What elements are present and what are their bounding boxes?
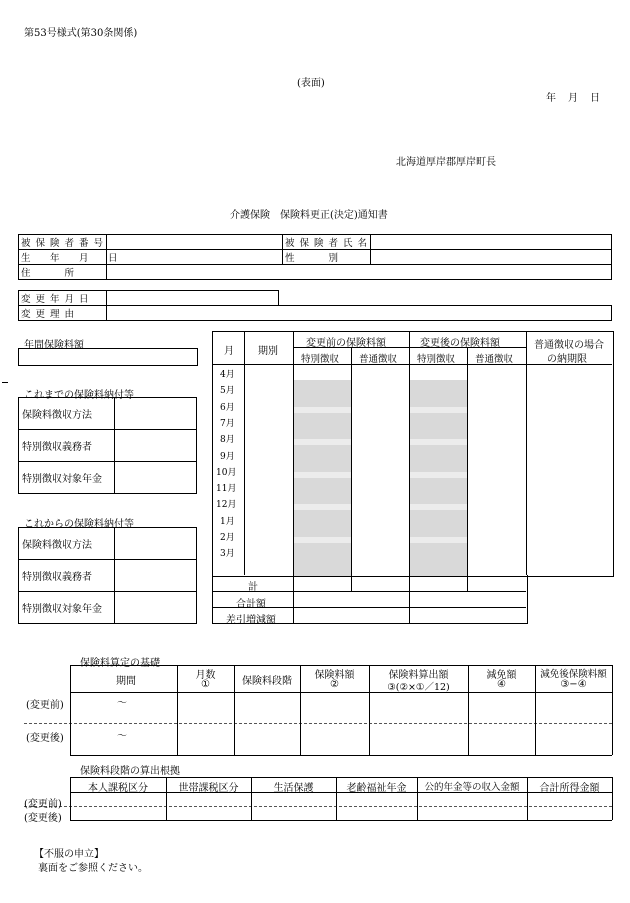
month-label: 10月 xyxy=(216,467,237,478)
objection-label: 【不服の申立】 xyxy=(34,849,104,860)
reduce-col-1: 減免額 xyxy=(486,670,517,681)
month-label: 9月 xyxy=(220,451,235,462)
grid-dash xyxy=(24,723,612,724)
diff-label: 差引増減額 xyxy=(226,615,276,626)
month-label: 7月 xyxy=(220,418,235,429)
insured-number-label: 被保険者番号 xyxy=(19,235,107,250)
future-pension-label xyxy=(18,591,197,624)
future-obligor-text: 特別徴収義務者 xyxy=(22,572,92,583)
reduce-col-2: ④ xyxy=(497,679,506,690)
past-method-label xyxy=(18,397,197,430)
basis-before-row: (変更前) xyxy=(26,700,64,711)
address-field xyxy=(107,265,612,280)
month-label: 3月 xyxy=(220,549,235,560)
change-reason-field xyxy=(107,306,612,321)
change-info-table xyxy=(18,290,612,321)
stage-col: 保険料段階 xyxy=(242,676,292,687)
month-label: 4月 xyxy=(220,370,235,380)
grounds-col-0: 本人課税区分 xyxy=(88,783,148,794)
grid-line xyxy=(351,347,352,591)
future-obligor-label xyxy=(18,559,197,592)
grid-line xyxy=(244,331,245,575)
future-method-label xyxy=(18,527,197,560)
past-obligor-label xyxy=(18,429,197,462)
grid-line xyxy=(293,331,294,623)
grid-line xyxy=(70,820,612,821)
issuer: 北海道厚岸郡厚岸町長 xyxy=(396,157,496,168)
sum-label: 合計額 xyxy=(236,599,266,610)
before-special-header: 特別徴収 xyxy=(301,354,340,365)
grounds-col-3: 老齢福祉年金 xyxy=(346,783,407,794)
past-payment-title: これまでの保険料納付等 xyxy=(24,390,134,401)
schedule-frame xyxy=(212,331,614,577)
month-label: 11月 xyxy=(216,484,237,495)
month-label: 2月 xyxy=(220,533,235,543)
past-pension-text: 特別徴収対象年金 xyxy=(22,474,102,485)
basis-after-tilde: 〜 xyxy=(117,731,127,742)
deadline-header-1: 普通徴収の場合 xyxy=(534,340,604,351)
deadline-header-2: の納期限 xyxy=(547,354,587,365)
grounds-after-row: (変更後) xyxy=(24,813,62,824)
month-label: 12月 xyxy=(216,500,237,511)
months-col-1: 月数 xyxy=(195,670,216,681)
grounds-title: 保険料段階の算出根拠 xyxy=(80,766,180,777)
calc-col-2: ③(②×①／12) xyxy=(387,682,450,693)
after-col-2: ③−④ xyxy=(560,679,587,690)
total-label: 計 xyxy=(248,582,258,593)
rate-col-1: 保険料額 xyxy=(314,670,355,681)
grid-line xyxy=(70,665,71,755)
insured-info-table xyxy=(18,234,612,280)
address-label: 住 所 xyxy=(19,265,107,280)
after-col-1: 減免後保険料額 xyxy=(540,669,607,680)
future-divider xyxy=(114,527,115,624)
before-header: 変更前の保険料額 xyxy=(306,338,386,349)
past-divider xyxy=(114,397,115,494)
grid-line xyxy=(612,777,613,820)
basis-after-row: (変更後) xyxy=(26,733,64,744)
birth-date-field xyxy=(107,250,283,265)
future-method-text: 保険料徴収方法 xyxy=(22,540,92,551)
sex-label: 性 別 xyxy=(283,250,371,265)
grid-line xyxy=(409,331,410,623)
future-pension-text: 特別徴収対象年金 xyxy=(22,604,102,615)
month-header: 月 xyxy=(224,346,234,357)
insured-name-field xyxy=(371,235,612,250)
grid-line xyxy=(526,331,527,575)
period-header: 期別 xyxy=(258,346,278,357)
change-date-spacer xyxy=(279,291,612,306)
basis-before-tilde: 〜 xyxy=(117,698,127,709)
after-special-header: 特別徴収 xyxy=(417,354,456,365)
before-normal-header: 普通徴収 xyxy=(359,354,398,365)
grid-line xyxy=(467,347,468,591)
issue-date: 年 月 日 xyxy=(546,93,601,104)
grid-line xyxy=(70,692,612,693)
side-label: (表面) xyxy=(297,78,325,89)
grounds-col-1: 世帯課税区分 xyxy=(178,783,239,794)
change-date-field xyxy=(107,291,279,306)
past-pension-label xyxy=(18,461,197,494)
future-payment-title: これからの保険料納付等 xyxy=(24,519,134,530)
month-label: 6月 xyxy=(220,402,235,413)
grid-dash xyxy=(24,806,612,807)
calc-col-1: 保険料算出額 xyxy=(388,670,449,681)
annual-premium-label: 年間保険料額 xyxy=(24,340,84,351)
month-label: 1月 xyxy=(220,516,235,527)
grounds-before-row: (変更前) xyxy=(24,799,62,810)
period-col: 期間 xyxy=(116,676,136,687)
side-mark xyxy=(2,382,8,383)
annual-premium-field xyxy=(18,348,198,366)
birth-date-label: 生 年 月 日 xyxy=(19,250,107,265)
after-header: 変更後の保険料額 xyxy=(420,338,500,349)
see-back-note: 裏面をご参照ください。 xyxy=(38,863,148,874)
past-obligor-text: 特別徴収義務者 xyxy=(22,442,92,453)
basis-title: 保険料算定の基礎 xyxy=(80,658,160,669)
insured-name-label: 被保険者氏名 xyxy=(283,235,371,250)
grid-line xyxy=(70,755,612,756)
month-label: 8月 xyxy=(220,435,235,446)
form-number: 第53号様式(第30条関係) xyxy=(24,28,138,39)
insured-number-field xyxy=(107,235,283,250)
grounds-col-5: 合計所得金額 xyxy=(539,783,600,794)
rate-col-2: ② xyxy=(330,679,339,690)
change-reason-label: 変更理由 xyxy=(19,306,107,321)
past-method-text: 保険料徴収方法 xyxy=(22,410,92,421)
change-date-label: 変更年月日 xyxy=(19,291,107,306)
grid-line xyxy=(212,591,526,592)
months-col-2: ① xyxy=(201,679,210,690)
grid-line xyxy=(70,777,612,778)
grounds-col-4: 公的年金等の収入金額 xyxy=(424,782,520,793)
after-normal-header: 普通徴収 xyxy=(475,354,514,365)
document-title: 介護保険 保険料更正(決定)通知書 xyxy=(230,210,388,221)
grounds-col-2: 生活保護 xyxy=(273,783,314,794)
grid-line xyxy=(612,665,613,755)
sex-field xyxy=(371,250,612,265)
month-label: 5月 xyxy=(220,386,235,397)
